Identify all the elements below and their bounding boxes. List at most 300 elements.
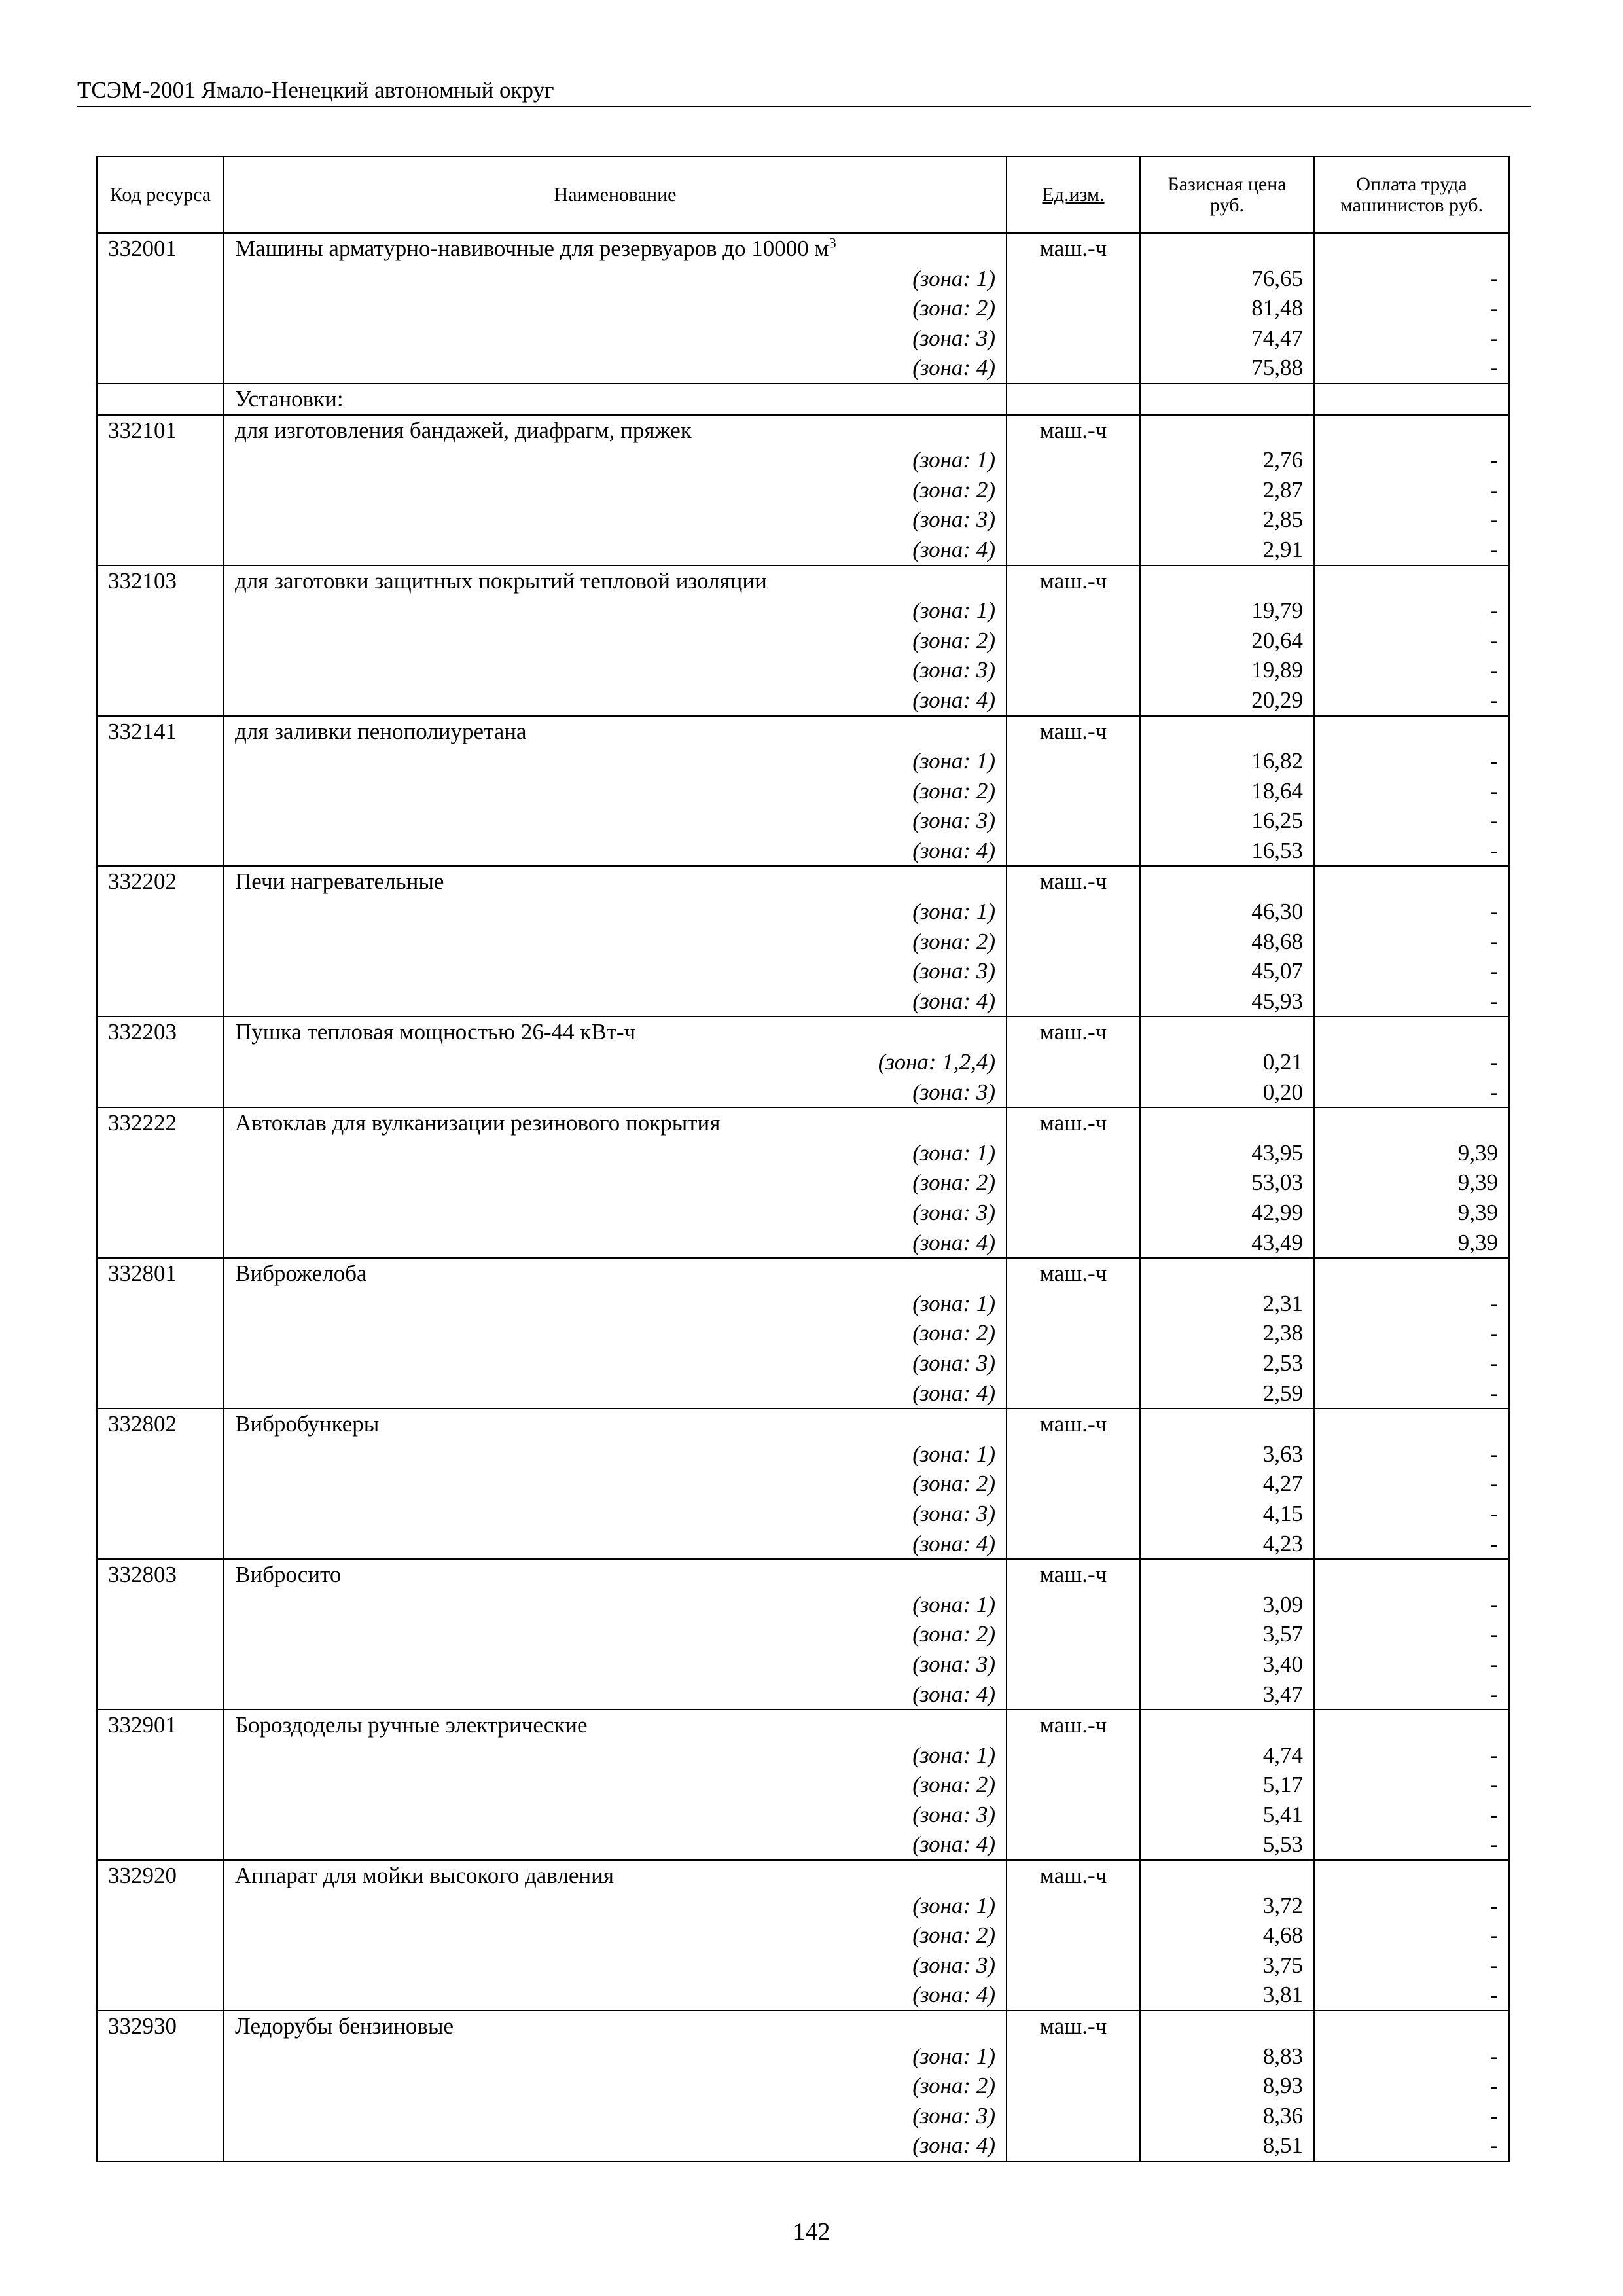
code-cell [97, 475, 224, 505]
base-price: 2,87 [1140, 475, 1314, 505]
resource-row [97, 415, 1509, 446]
resource-row [97, 1860, 1509, 1891]
code-cell [97, 897, 224, 927]
base-price: 76,65 [1140, 264, 1314, 294]
zone-row [97, 264, 1509, 294]
code-cell [97, 927, 224, 957]
zone-row [97, 1980, 1509, 2011]
zone-label: (зона: 4) [224, 2130, 1007, 2161]
operator-pay: - [1314, 1649, 1509, 1679]
code-cell [97, 1198, 224, 1228]
code-cell [97, 1619, 224, 1649]
operator-pay: - [1314, 1950, 1509, 1981]
resource-name: Аппарат для мойки высокого давления [235, 1863, 614, 1889]
resource-name-cell [224, 866, 1007, 897]
unit-cell [1007, 264, 1140, 294]
code-cell [97, 1920, 224, 1950]
column-header-code: Код ресурса [97, 156, 224, 233]
zone-label: (зона: 3) [224, 1348, 1007, 1378]
resource-row [97, 1258, 1509, 1289]
unit-cell [1007, 323, 1140, 353]
zone-label: (зона: 3) [224, 323, 1007, 353]
resource-row [97, 1710, 1509, 1740]
zone-row [97, 1378, 1509, 1409]
operator-pay: - [1314, 927, 1509, 957]
resource-name-cell [224, 565, 1007, 596]
unit-cell [1007, 1829, 1140, 1860]
code-cell [97, 1740, 224, 1770]
table-header-row [97, 156, 1509, 233]
zone-label: (зона: 3) [224, 806, 1007, 836]
zone-row [97, 1950, 1509, 1981]
operator-pay: - [1314, 685, 1509, 716]
resource-unit: маш.-ч [1007, 415, 1140, 446]
base-price: 3,81 [1140, 1980, 1314, 2011]
base-price: 74,47 [1140, 323, 1314, 353]
unit-cell [1007, 1770, 1140, 1800]
unit-cell [1007, 1920, 1140, 1950]
base-price: 3,63 [1140, 1439, 1314, 1469]
code-cell [97, 2130, 224, 2161]
resource-unit: маш.-ч [1007, 233, 1140, 264]
zone-row [97, 927, 1509, 957]
zone-row [97, 293, 1509, 323]
operator-pay: - [1314, 1378, 1509, 1409]
resource-row [97, 1107, 1509, 1138]
labor-cell [1314, 384, 1509, 415]
zone-label: (зона: 2) [224, 293, 1007, 323]
resource-name-cell [224, 1710, 1007, 1740]
base-price: 45,93 [1140, 986, 1314, 1017]
column-header-price: Базисная цена руб. [1140, 156, 1314, 233]
resource-unit: маш.-ч [1007, 1408, 1140, 1439]
base-price: 43,49 [1140, 1228, 1314, 1259]
zone-row [97, 1289, 1509, 1319]
code-cell [97, 505, 224, 535]
labor-cell [1314, 1016, 1509, 1047]
section-title: Установки: [224, 384, 1007, 415]
resource-name: Машины арматурно-навивочные для резервуаров до 10000 м [235, 236, 829, 261]
operator-pay: - [1314, 776, 1509, 806]
price-cell [1140, 415, 1314, 446]
zone-label: (зона: 1) [224, 596, 1007, 626]
zone-row [97, 1649, 1509, 1679]
operator-pay: - [1314, 806, 1509, 836]
labor-cell [1314, 1107, 1509, 1138]
operator-pay: - [1314, 2071, 1509, 2101]
resource-code: 332801 [97, 1258, 224, 1289]
zone-label: (зона: 2) [224, 1770, 1007, 1800]
zone-label: (зона: 4) [224, 1829, 1007, 1860]
resource-unit: маш.-ч [1007, 866, 1140, 897]
unit-cell [1007, 1168, 1140, 1198]
zone-label: (зона: 4) [224, 836, 1007, 867]
base-price: 42,99 [1140, 1198, 1314, 1228]
resource-row [97, 1559, 1509, 1590]
unit-cell [1007, 475, 1140, 505]
resource-name: для изготовления бандажей, диафрагм, пряжек [235, 417, 692, 443]
base-price: 18,64 [1140, 776, 1314, 806]
base-price: 8,83 [1140, 2041, 1314, 2072]
code-cell [97, 1439, 224, 1469]
zone-label: (зона: 3) [224, 1077, 1007, 1108]
base-price: 2,85 [1140, 505, 1314, 535]
unit-cell [1007, 535, 1140, 565]
zone-row [97, 1047, 1509, 1077]
operator-pay: - [1314, 1829, 1509, 1860]
zone-label: (зона: 4) [224, 353, 1007, 384]
base-price: 5,53 [1140, 1829, 1314, 1860]
zone-label: (зона: 1) [224, 1439, 1007, 1469]
code-cell [97, 986, 224, 1017]
unit-cell [1007, 384, 1140, 415]
zone-row [97, 1439, 1509, 1469]
resource-name-cell [224, 415, 1007, 446]
resource-name: для заготовки защитных покрытий тепловой изоляции [235, 567, 767, 594]
base-price: 3,47 [1140, 1679, 1314, 1710]
superscript: 3 [829, 234, 836, 251]
resource-name: Вибробункеры [235, 1411, 380, 1437]
code-cell [97, 746, 224, 776]
zone-label: (зона: 4) [224, 1529, 1007, 1560]
price-cell [1140, 1710, 1314, 1740]
resource-name-cell [224, 716, 1007, 747]
zone-row [97, 353, 1509, 384]
zone-label: (зона: 2) [224, 626, 1007, 656]
zone-row [97, 505, 1509, 535]
zone-row [97, 746, 1509, 776]
base-price: 4,15 [1140, 1499, 1314, 1529]
resource-unit: маш.-ч [1007, 716, 1140, 747]
code-cell [97, 1590, 224, 1620]
price-cell [1140, 1559, 1314, 1590]
zone-label: (зона: 1) [224, 897, 1007, 927]
zone-label: (зона: 3) [224, 655, 1007, 685]
unit-cell [1007, 1679, 1140, 1710]
resource-code: 332803 [97, 1559, 224, 1590]
unit-cell [1007, 1138, 1140, 1168]
base-price: 45,07 [1140, 956, 1314, 986]
resource-price-table [96, 156, 1510, 2162]
unit-cell [1007, 505, 1140, 535]
resource-unit: маш.-ч [1007, 1107, 1140, 1138]
base-price: 48,68 [1140, 927, 1314, 957]
zone-label: (зона: 4) [224, 986, 1007, 1017]
base-price: 8,36 [1140, 2101, 1314, 2131]
zone-row [97, 685, 1509, 716]
operator-pay: - [1314, 2041, 1509, 2072]
unit-cell [1007, 685, 1140, 716]
unit-cell [1007, 1590, 1140, 1620]
code-cell [97, 1649, 224, 1679]
base-price: 8,51 [1140, 2130, 1314, 2161]
zone-row [97, 776, 1509, 806]
resource-unit: маш.-ч [1007, 565, 1140, 596]
code-cell [97, 1499, 224, 1529]
base-price: 3,57 [1140, 1619, 1314, 1649]
resource-row [97, 1408, 1509, 1439]
code-cell [97, 293, 224, 323]
operator-pay: 9,39 [1314, 1228, 1509, 1259]
base-price: 20,64 [1140, 626, 1314, 656]
resource-name-cell [224, 2011, 1007, 2041]
labor-cell [1314, 565, 1509, 596]
zone-label: (зона: 1) [224, 1289, 1007, 1319]
zone-row [97, 1590, 1509, 1620]
unit-cell [1007, 1800, 1140, 1830]
price-cell [1140, 2011, 1314, 2041]
zone-row [97, 1348, 1509, 1378]
labor-cell [1314, 716, 1509, 747]
code-cell [97, 806, 224, 836]
zone-label: (зона: 1) [224, 1590, 1007, 1620]
operator-pay: - [1314, 264, 1509, 294]
resource-name: Вибросито [235, 1562, 342, 1588]
base-price: 20,29 [1140, 685, 1314, 716]
base-price: 3,09 [1140, 1590, 1314, 1620]
resource-code: 332901 [97, 1710, 224, 1740]
code-cell [97, 1829, 224, 1860]
unit-cell [1007, 1289, 1140, 1319]
operator-pay: - [1314, 1590, 1509, 1620]
zone-row [97, 1499, 1509, 1529]
zone-label: (зона: 3) [224, 505, 1007, 535]
base-price: 3,40 [1140, 1649, 1314, 1679]
resource-name: для заливки пенополиуретана [235, 718, 527, 744]
labor-cell [1314, 2011, 1509, 2041]
zone-label: (зона: 2) [224, 1469, 1007, 1499]
unit-cell [1007, 776, 1140, 806]
base-price: 19,79 [1140, 596, 1314, 626]
code-cell [97, 1679, 224, 1710]
base-price: 75,88 [1140, 353, 1314, 384]
zone-row [97, 1619, 1509, 1649]
zone-label: (зона: 3) [224, 2101, 1007, 2131]
base-price: 5,41 [1140, 1800, 1314, 1830]
unit-cell [1007, 806, 1140, 836]
price-cell [1140, 233, 1314, 264]
code-cell [97, 445, 224, 475]
base-price: 43,95 [1140, 1138, 1314, 1168]
unit-cell [1007, 986, 1140, 1017]
zone-label: (зона: 1) [224, 264, 1007, 294]
price-cell [1140, 716, 1314, 747]
code-cell [97, 2041, 224, 2072]
page-number: 142 [793, 2218, 830, 2246]
code-cell [97, 323, 224, 353]
base-price: 16,25 [1140, 806, 1314, 836]
code-cell [97, 836, 224, 867]
zone-row [97, 1198, 1509, 1228]
unit-cell [1007, 1439, 1140, 1469]
resource-code: 332930 [97, 2011, 224, 2041]
zone-row [97, 1740, 1509, 1770]
base-price: 2,53 [1140, 1348, 1314, 1378]
operator-pay: - [1314, 323, 1509, 353]
code-cell [97, 956, 224, 986]
operator-pay: - [1314, 2101, 1509, 2131]
resource-name-cell [224, 233, 1007, 264]
labor-cell [1314, 1710, 1509, 1740]
operator-pay: - [1314, 535, 1509, 565]
operator-pay: - [1314, 445, 1509, 475]
zone-label: (зона: 1) [224, 1891, 1007, 1921]
zone-row [97, 655, 1509, 685]
base-price: 53,03 [1140, 1168, 1314, 1198]
labor-cell [1314, 415, 1509, 446]
base-price: 2,76 [1140, 445, 1314, 475]
unit-cell [1007, 445, 1140, 475]
zone-row [97, 323, 1509, 353]
operator-pay: - [1314, 1619, 1509, 1649]
zone-label: (зона: 2) [224, 927, 1007, 957]
base-price: 2,59 [1140, 1378, 1314, 1409]
resource-row [97, 2011, 1509, 2041]
zone-row [97, 626, 1509, 656]
labor-cell [1314, 1559, 1509, 1590]
zone-label: (зона: 3) [224, 1649, 1007, 1679]
resource-unit: маш.-ч [1007, 1258, 1140, 1289]
base-price: 4,68 [1140, 1920, 1314, 1950]
operator-pay: - [1314, 1980, 1509, 2011]
resource-row [97, 1016, 1509, 1047]
zone-label: (зона: 4) [224, 1228, 1007, 1259]
zone-label: (зона: 3) [224, 1499, 1007, 1529]
operator-pay: - [1314, 1077, 1509, 1108]
base-price: 4,74 [1140, 1740, 1314, 1770]
base-price: 81,48 [1140, 293, 1314, 323]
code-cell [97, 655, 224, 685]
operator-pay: 9,39 [1314, 1168, 1509, 1198]
code-cell [97, 626, 224, 656]
resource-row [97, 866, 1509, 897]
operator-pay: - [1314, 986, 1509, 1017]
zone-row [97, 475, 1509, 505]
price-cell [1140, 1107, 1314, 1138]
code-cell [97, 1980, 224, 2011]
code-cell [97, 2071, 224, 2101]
resource-row [97, 565, 1509, 596]
base-price: 2,38 [1140, 1318, 1314, 1348]
unit-cell [1007, 293, 1140, 323]
operator-pay: - [1314, 505, 1509, 535]
operator-pay: - [1314, 1740, 1509, 1770]
base-price: 46,30 [1140, 897, 1314, 927]
unit-cell [1007, 2071, 1140, 2101]
zone-row [97, 1529, 1509, 1560]
zone-label: (зона: 1,2,4) [224, 1047, 1007, 1077]
zone-label: (зона: 2) [224, 1920, 1007, 1950]
labor-cell [1314, 866, 1509, 897]
unit-cell [1007, 897, 1140, 927]
zone-label: (зона: 4) [224, 1980, 1007, 2011]
zone-row [97, 1318, 1509, 1348]
resource-name: Ледорубы бензиновые [235, 2013, 454, 2039]
zone-row [97, 1920, 1509, 1950]
zone-row [97, 1469, 1509, 1499]
code-cell [97, 1378, 224, 1409]
zone-label: (зона: 2) [224, 2071, 1007, 2101]
zone-row [97, 1077, 1509, 1108]
zone-row [97, 2041, 1509, 2072]
unit-cell [1007, 1318, 1140, 1348]
operator-pay: - [1314, 1348, 1509, 1378]
unit-cell [1007, 1649, 1140, 1679]
code-cell [97, 1228, 224, 1259]
labor-cell [1314, 233, 1509, 264]
operator-pay: - [1314, 1289, 1509, 1319]
resource-code: 332141 [97, 716, 224, 747]
resource-name-cell [224, 1258, 1007, 1289]
operator-pay: 9,39 [1314, 1198, 1509, 1228]
unit-cell [1007, 1950, 1140, 1981]
unit-cell [1007, 927, 1140, 957]
resource-code: 332802 [97, 1408, 224, 1439]
code-cell [97, 1318, 224, 1348]
unit-cell [1007, 1499, 1140, 1529]
zone-label: (зона: 4) [224, 685, 1007, 716]
unit-cell [1007, 1891, 1140, 1921]
code-cell [97, 596, 224, 626]
zone-label: (зона: 3) [224, 1198, 1007, 1228]
column-header-name: Наименование [224, 156, 1007, 233]
base-price: 4,27 [1140, 1469, 1314, 1499]
operator-pay: - [1314, 1499, 1509, 1529]
code-cell [97, 1168, 224, 1198]
unit-cell [1007, 1047, 1140, 1077]
operator-pay: - [1314, 1469, 1509, 1499]
unit-cell [1007, 1980, 1140, 2011]
resource-unit: маш.-ч [1007, 1016, 1140, 1047]
code-cell [97, 1138, 224, 1168]
unit-cell [1007, 1529, 1140, 1560]
unit-cell [1007, 956, 1140, 986]
price-cell [1140, 384, 1314, 415]
labor-cell [1314, 1860, 1509, 1891]
operator-pay: - [1314, 353, 1509, 384]
operator-pay: - [1314, 655, 1509, 685]
unit-cell [1007, 1469, 1140, 1499]
resource-code: 332222 [97, 1107, 224, 1138]
code-cell [97, 264, 224, 294]
code-cell [97, 1077, 224, 1108]
operator-pay: - [1314, 596, 1509, 626]
resource-name-cell [224, 1860, 1007, 1891]
base-price: 3,72 [1140, 1891, 1314, 1921]
resource-name: Бороздоделы ручные электрические [235, 1712, 588, 1738]
unit-cell [1007, 626, 1140, 656]
operator-pay: - [1314, 1800, 1509, 1830]
zone-label: (зона: 2) [224, 1619, 1007, 1649]
code-cell [97, 535, 224, 565]
unit-cell [1007, 1378, 1140, 1409]
section-row [97, 384, 1509, 415]
operator-pay: - [1314, 1318, 1509, 1348]
zone-row [97, 1228, 1509, 1259]
document-title: ТСЭМ-2001 Ямало-Ненецкий автономный округ [77, 77, 554, 103]
zone-label: (зона: 3) [224, 1950, 1007, 1981]
operator-pay: - [1314, 836, 1509, 867]
operator-pay: - [1314, 897, 1509, 927]
zone-label: (зона: 4) [224, 1378, 1007, 1409]
operator-pay: - [1314, 746, 1509, 776]
resource-code: 332001 [97, 233, 224, 264]
zone-row [97, 1138, 1509, 1168]
resource-code: 332202 [97, 866, 224, 897]
labor-cell [1314, 1408, 1509, 1439]
column-header-unit [1007, 156, 1140, 233]
base-price: 19,89 [1140, 655, 1314, 685]
